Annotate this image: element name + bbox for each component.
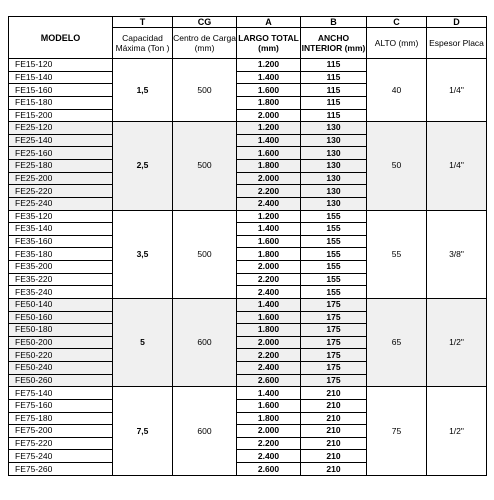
width-cell: 130 (301, 172, 367, 185)
width-cell: 155 (301, 223, 367, 236)
table-row (9, 210, 487, 223)
model-cell: FE25-160 (9, 147, 113, 160)
model-cell: FE35-240 (9, 286, 113, 299)
width-cell: 130 (301, 185, 367, 198)
col-letter-b: B (301, 17, 367, 28)
model-cell: FE75-140 (9, 387, 113, 400)
model-cell: FE35-220 (9, 273, 113, 286)
col-letter-c: C (367, 17, 427, 28)
length-cell: 1.600 (237, 235, 301, 248)
length-cell: 2.000 (237, 172, 301, 185)
header-letter-row (9, 17, 487, 28)
length-cell: 1.600 (237, 311, 301, 324)
model-cell: FE35-120 (9, 210, 113, 223)
capacity-cell: 7,5 (113, 387, 173, 476)
col-label-load-center: Centro de Carga (mm) (173, 28, 237, 59)
width-cell: 115 (301, 84, 367, 97)
length-cell: 1.200 (237, 59, 301, 72)
model-cell: FE15-200 (9, 109, 113, 122)
model-cell: FE50-180 (9, 324, 113, 337)
height-cell: 75 (367, 387, 427, 476)
width-cell: 115 (301, 96, 367, 109)
table-row (9, 59, 487, 72)
width-cell: 115 (301, 109, 367, 122)
length-cell: 2.600 (237, 463, 301, 476)
length-cell: 1.400 (237, 71, 301, 84)
model-cell: FE75-160 (9, 399, 113, 412)
length-cell: 2.000 (237, 261, 301, 274)
length-cell: 2.200 (237, 349, 301, 362)
model-cell: FE15-160 (9, 84, 113, 97)
load-center-cell: 600 (173, 298, 237, 386)
model-cell: FE50-160 (9, 311, 113, 324)
model-cell: FE75-180 (9, 412, 113, 425)
width-cell: 155 (301, 261, 367, 274)
length-cell: 2.600 (237, 374, 301, 387)
length-cell: 2.200 (237, 437, 301, 450)
height-cell: 65 (367, 298, 427, 386)
length-cell: 1.400 (237, 298, 301, 311)
model-cell: FE50-140 (9, 298, 113, 311)
length-cell: 1.800 (237, 96, 301, 109)
width-cell: 210 (301, 387, 367, 400)
model-cell: FE15-120 (9, 59, 113, 72)
model-cell: FE25-120 (9, 122, 113, 135)
plate-cell: 1/2" (427, 298, 487, 386)
capacity-cell: 3,5 (113, 210, 173, 298)
width-cell: 210 (301, 399, 367, 412)
model-cell: FE15-140 (9, 71, 113, 84)
model-cell: FE50-240 (9, 362, 113, 375)
col-label-width: ANCHO INTERIOR (mm) (301, 28, 367, 59)
load-center-cell: 600 (173, 387, 237, 476)
model-cell: FE25-220 (9, 185, 113, 198)
length-cell: 1.800 (237, 248, 301, 261)
model-cell: FE35-140 (9, 223, 113, 236)
length-cell: 2.200 (237, 273, 301, 286)
length-cell: 2.000 (237, 109, 301, 122)
width-cell: 175 (301, 362, 367, 375)
length-cell: 1.800 (237, 412, 301, 425)
length-cell: 1.400 (237, 387, 301, 400)
height-cell: 40 (367, 59, 427, 122)
height-cell: 55 (367, 210, 427, 298)
width-cell: 115 (301, 71, 367, 84)
table-header (9, 17, 487, 59)
col-letter-t: T (113, 17, 173, 28)
length-cell: 1.400 (237, 134, 301, 147)
table-row (9, 298, 487, 311)
model-cell: FE35-180 (9, 248, 113, 261)
length-cell: 2.000 (237, 336, 301, 349)
width-cell: 175 (301, 324, 367, 337)
length-cell: 1.600 (237, 84, 301, 97)
length-cell: 1.600 (237, 147, 301, 160)
capacity-cell: 1,5 (113, 59, 173, 122)
modelo-header: MODELO (9, 17, 113, 59)
length-cell: 1.600 (237, 399, 301, 412)
model-cell: FE50-260 (9, 374, 113, 387)
table-row (9, 387, 487, 400)
width-cell: 210 (301, 437, 367, 450)
table-row (9, 122, 487, 135)
plate-cell: 1/2" (427, 387, 487, 476)
model-cell: FE50-220 (9, 349, 113, 362)
model-cell: FE75-200 (9, 425, 113, 438)
width-cell: 155 (301, 248, 367, 261)
model-cell: FE25-140 (9, 134, 113, 147)
col-label-plate: Espesor Placa (427, 28, 487, 59)
plate-cell: 3/8" (427, 210, 487, 298)
col-letter-cg: CG (173, 17, 237, 28)
width-cell: 130 (301, 197, 367, 210)
width-cell: 210 (301, 450, 367, 463)
col-label-length: LARGO TOTAL (mm) (237, 28, 301, 59)
col-label-capacity: Capacidad Máxima (Ton ) (113, 28, 173, 59)
width-cell: 175 (301, 311, 367, 324)
spec-table (8, 16, 487, 476)
width-cell: 155 (301, 286, 367, 299)
width-cell: 130 (301, 147, 367, 160)
height-cell: 50 (367, 122, 427, 210)
model-cell: FE15-180 (9, 96, 113, 109)
width-cell: 130 (301, 122, 367, 135)
col-label-height: ALTO (mm) (367, 28, 427, 59)
width-cell: 175 (301, 336, 367, 349)
length-cell: 1.800 (237, 160, 301, 173)
width-cell: 130 (301, 134, 367, 147)
length-cell: 2.200 (237, 185, 301, 198)
length-cell: 2.400 (237, 286, 301, 299)
length-cell: 2.400 (237, 450, 301, 463)
table-body (9, 59, 487, 476)
load-center-cell: 500 (173, 210, 237, 298)
plate-cell: 1/4" (427, 122, 487, 210)
width-cell: 210 (301, 412, 367, 425)
model-cell: FE25-200 (9, 172, 113, 185)
width-cell: 175 (301, 349, 367, 362)
load-center-cell: 500 (173, 59, 237, 122)
plate-cell: 1/4" (427, 59, 487, 122)
width-cell: 210 (301, 425, 367, 438)
col-letter-a: A (237, 17, 301, 28)
model-cell: FE25-240 (9, 197, 113, 210)
length-cell: 1.200 (237, 210, 301, 223)
col-letter-d: D (427, 17, 487, 28)
length-cell: 1.400 (237, 223, 301, 236)
width-cell: 155 (301, 235, 367, 248)
model-cell: FE75-220 (9, 437, 113, 450)
width-cell: 115 (301, 59, 367, 72)
width-cell: 155 (301, 273, 367, 286)
model-cell: FE35-160 (9, 235, 113, 248)
length-cell: 1.200 (237, 122, 301, 135)
model-cell: FE75-260 (9, 463, 113, 476)
load-center-cell: 500 (173, 122, 237, 210)
width-cell: 130 (301, 160, 367, 173)
length-cell: 2.000 (237, 425, 301, 438)
width-cell: 210 (301, 463, 367, 476)
length-cell: 2.400 (237, 362, 301, 375)
length-cell: 2.400 (237, 197, 301, 210)
model-cell: FE50-200 (9, 336, 113, 349)
length-cell: 1.800 (237, 324, 301, 337)
capacity-cell: 2,5 (113, 122, 173, 210)
width-cell: 155 (301, 210, 367, 223)
model-cell: FE75-240 (9, 450, 113, 463)
width-cell: 175 (301, 374, 367, 387)
model-cell: FE25-180 (9, 160, 113, 173)
capacity-cell: 5 (113, 298, 173, 386)
model-cell: FE35-200 (9, 261, 113, 274)
width-cell: 175 (301, 298, 367, 311)
